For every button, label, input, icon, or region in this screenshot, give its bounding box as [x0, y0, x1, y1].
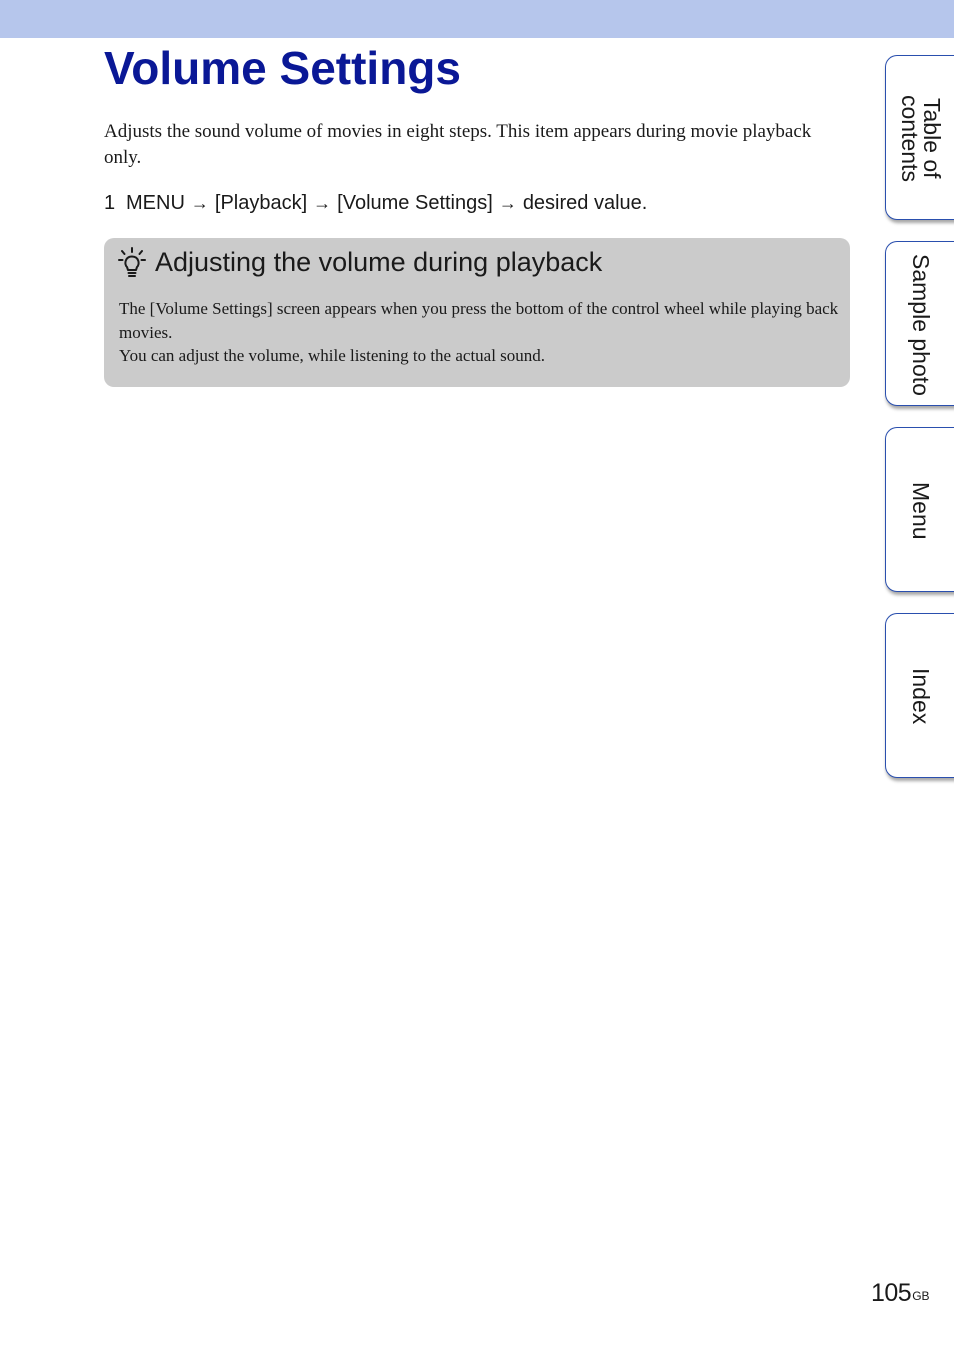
- tab-label-menu: Menu: [908, 481, 934, 540]
- menu-step: [104, 188, 647, 218]
- tab-label-sample-photo: Sample photo: [908, 253, 934, 396]
- tab-label-table-of-contents: Table of contents: [897, 95, 945, 182]
- tab-menu[interactable]: [885, 427, 954, 592]
- hint-title: Adjusting the volume during playback: [155, 247, 603, 277]
- tab-table-of-contents[interactable]: [885, 55, 954, 220]
- hint-box: [104, 238, 850, 387]
- tab-sample-photo[interactable]: [885, 241, 954, 406]
- page-number-suffix: GB: [912, 1289, 930, 1303]
- tab-index[interactable]: [885, 613, 954, 778]
- step-part-menu: MENU: [126, 192, 185, 214]
- hint-line: The [Volume Settings] screen appears when you press the bottom of the control wheel while playing back movies.: [119, 299, 839, 342]
- intro-text: Adjusts the sound volume of movies in eight steps. This item appears during movie playback only.: [104, 121, 812, 168]
- page-number: [871, 1276, 930, 1310]
- page-title: Volume Settings: [104, 42, 461, 94]
- header-band: [0, 0, 954, 38]
- arrow-right-icon: →: [313, 193, 332, 213]
- arrow-right-icon: →: [190, 193, 209, 213]
- lightbulb-icon: [118, 247, 146, 279]
- hint-body: [119, 297, 839, 368]
- tab-label-index: Index: [908, 668, 934, 725]
- hint-line: You can adjust the volume, while listening to the actual sound.: [119, 346, 546, 365]
- step-part-desired-value: desired value.: [522, 192, 648, 214]
- page-number-value: 105: [871, 1279, 912, 1307]
- step-part-volume-settings: [Volume Settings]: [337, 192, 493, 214]
- step-number: 1: [104, 192, 116, 214]
- arrow-right-icon: →: [498, 193, 517, 213]
- step-part-playback: [Playback]: [214, 192, 308, 214]
